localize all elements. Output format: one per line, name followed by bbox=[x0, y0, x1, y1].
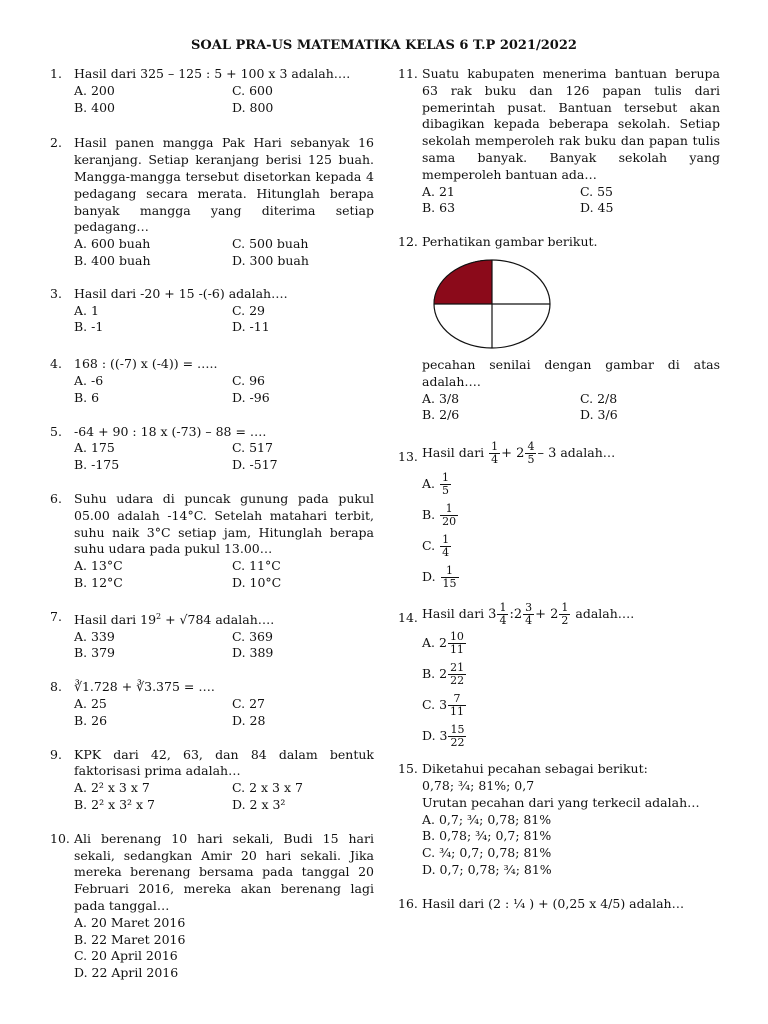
question-text: Suhu udara di puncak gunung pada pukul 05.00 adalah -14°C. Setelah matahari terbit, suhu naik 3°C setiap jam, Hitunglah berapa suhu udara pada pukul 13.00… bbox=[74, 490, 374, 557]
question-text: Perhatikan gambar berikut. bbox=[422, 234, 598, 250]
option-a[interactable]: A. 20 Maret 2016 bbox=[74, 914, 186, 930]
question-7 bbox=[50, 609, 374, 663]
question-number: 2. bbox=[50, 135, 62, 151]
option-c[interactable]: C. 600 bbox=[232, 82, 273, 98]
option-c[interactable]: C. 500 buah bbox=[232, 236, 309, 252]
question-text: ∛1.728 + ∛3.375 = …. bbox=[74, 679, 215, 695]
question-text: Hasil dari (2 : ¼ ) + (0,25 x 4/5) adalah… bbox=[422, 895, 685, 911]
question-number: 14. bbox=[398, 610, 418, 626]
question-4 bbox=[50, 356, 374, 406]
question-text-2: pecahan senilai dengan gambar di atas adalah…. bbox=[422, 356, 720, 389]
question-text: Diketahui pecahan sebagai berikut: bbox=[422, 761, 648, 777]
option-b[interactable]: B. 379 bbox=[74, 645, 115, 661]
option-c[interactable]: C. 3 $\frac{7}{11}$ bbox=[422, 692, 465, 719]
option-d[interactable]: D. 800 bbox=[232, 99, 274, 115]
question-text: KPK dari 42, 63, dan 84 dalam bentuk faktorisasi prima adalah… bbox=[74, 746, 374, 779]
question-16 bbox=[398, 896, 720, 913]
option-a[interactable]: A. 339 bbox=[74, 628, 115, 644]
option-c[interactable]: C. 517 bbox=[232, 440, 273, 456]
question-number: 16. bbox=[398, 895, 418, 911]
option-d[interactable]: D. 2 x 3² bbox=[232, 797, 286, 813]
question-text-2: Urutan pecahan dari yang terkecil adalah… bbox=[422, 794, 700, 810]
option-b[interactable]: B. 6 bbox=[74, 389, 100, 405]
question-number: 12. bbox=[398, 234, 418, 250]
option-a[interactable]: A. 3/8 bbox=[422, 390, 460, 406]
option-c[interactable]: C. 29 bbox=[232, 302, 265, 318]
option-d[interactable]: D. $\frac{1}{15}$ bbox=[422, 564, 457, 591]
option-a[interactable]: A. -6 bbox=[74, 372, 104, 388]
question-1 bbox=[50, 66, 374, 116]
option-c[interactable]: C. 55 bbox=[580, 183, 613, 199]
question-13 bbox=[398, 441, 720, 590]
option-b[interactable]: B. 0,78; ¾; 0,7; 81% bbox=[422, 828, 552, 844]
option-b[interactable]: B. $\frac{1}{20}$ bbox=[422, 502, 457, 529]
question-8 bbox=[50, 679, 374, 729]
option-d[interactable]: D. -11 bbox=[232, 319, 270, 335]
question-text: Hasil dari 325 – 125 : 5 + 100 x 3 adalah…. bbox=[74, 66, 351, 81]
question-number: 15. bbox=[398, 761, 418, 777]
question-11 bbox=[398, 66, 720, 217]
option-a[interactable]: A. 175 bbox=[74, 440, 115, 456]
option-c[interactable]: C. 369 bbox=[232, 628, 273, 644]
question-2 bbox=[50, 135, 374, 269]
question-text: 168 : ((-7) x (-4)) = ….. bbox=[74, 356, 218, 372]
option-d[interactable]: D. -517 bbox=[232, 457, 278, 473]
option-d[interactable]: D. 45 bbox=[580, 200, 614, 216]
option-c[interactable]: C. 2 x 3 x 7 bbox=[232, 780, 303, 796]
option-d[interactable]: D. 28 bbox=[232, 712, 266, 728]
page-title: SOAL PRA-US MATEMATIKA KELAS 6 T.P 2021/2022 bbox=[191, 38, 577, 53]
option-a[interactable]: A. 0,7; ¾; 0,78; 81% bbox=[422, 811, 552, 827]
option-b[interactable]: B. 22 Maret 2016 bbox=[74, 931, 186, 947]
question-text: Ali berenang 10 hari sekali, Budi 15 hari sekali, sedangkan Amir 20 hari sekali. Jika mereka berenang bersama pada tanggal 20 Februari 2016, mereka akan berenang lagi pada tanggal… bbox=[74, 830, 374, 914]
question-number: 9. bbox=[50, 746, 62, 762]
option-c[interactable]: C. 27 bbox=[232, 696, 265, 712]
option-a[interactable]: A. 600 buah bbox=[74, 236, 151, 252]
fraction-list: 0,78; ¾; 81%; 0,7 bbox=[422, 777, 535, 793]
option-c[interactable]: C. ¾; 0,7; 0,78; 81% bbox=[422, 845, 552, 861]
option-d[interactable]: D. 300 buah bbox=[232, 252, 309, 268]
question-15 bbox=[398, 761, 720, 879]
question-text: Hasil panen mangga Pak Hari sebanyak 16 keranjang. Setiap keranjang berisi 125 buah. Mangga-mangga tersebut disetorkan kepada 4 pedagang secara merata. Hitunglah berapa banyak mangga yang diterima setiap pedagang… bbox=[74, 135, 374, 235]
option-d[interactable]: D. 3 $\frac{15}{22}$ bbox=[422, 723, 465, 750]
question-text: Suatu kabupaten menerima bantuan berupa 63 rak buku dan 126 papan tulis dari pemerintah pusat. Bantuan tersebut akan dibagikan kepada beberapa sekolah. Setiap sekolah memperoleh rak buku dan papan tulis sama banyak. Banyak sekolah yang memperoleh bantuan ada… bbox=[422, 66, 720, 182]
option-a[interactable]: A. 1 bbox=[74, 302, 99, 318]
option-a[interactable]: A. 200 bbox=[74, 82, 115, 98]
question-text: Hasil dari 3 $\frac{1}{4}$ :2 $\frac{3}{4}$ + 2 $\frac{1}{2}$ adalah…. bbox=[422, 601, 635, 628]
option-d[interactable]: D. 389 bbox=[232, 645, 274, 661]
option-c[interactable]: C. 11°C bbox=[232, 558, 281, 574]
question-number: 1. bbox=[50, 66, 62, 81]
question-number: 13. bbox=[398, 449, 418, 465]
question-text: Hasil dari $\frac{1}{4}$ + 2 $\frac{4}{5}$ – 3 adalah… bbox=[422, 440, 616, 467]
question-3 bbox=[50, 286, 374, 336]
option-c[interactable]: C. 2/8 bbox=[580, 390, 618, 406]
option-d[interactable]: D. 10°C bbox=[232, 574, 282, 590]
question-5 bbox=[50, 424, 374, 474]
question-text: -64 + 90 : 18 x (-73) – 88 = …. bbox=[74, 423, 267, 439]
option-a[interactable]: A. 2² x 3 x 7 bbox=[74, 780, 150, 796]
option-a[interactable]: A. 25 bbox=[74, 696, 107, 712]
fraction-circle-figure bbox=[430, 257, 554, 351]
option-b[interactable]: B. 400 bbox=[74, 99, 115, 115]
right-column bbox=[398, 66, 720, 913]
option-d[interactable]: D. 3/6 bbox=[580, 407, 618, 423]
question-number: 6. bbox=[50, 490, 62, 506]
option-b[interactable]: B. -175 bbox=[74, 457, 120, 473]
option-b[interactable]: B. 26 bbox=[74, 712, 108, 728]
question-number: 3. bbox=[50, 285, 62, 301]
question-12 bbox=[398, 234, 720, 424]
option-c[interactable]: C. 20 April 2016 bbox=[74, 948, 178, 964]
left-column bbox=[50, 66, 374, 982]
option-a[interactable]: A. 13°C bbox=[74, 558, 123, 574]
option-b[interactable]: B. 400 buah bbox=[74, 252, 151, 268]
option-b[interactable]: B. 2/6 bbox=[422, 407, 460, 423]
option-d[interactable]: D. -96 bbox=[232, 389, 270, 405]
question-6 bbox=[50, 491, 374, 592]
option-b[interactable]: B. 63 bbox=[422, 200, 456, 216]
question-text: Hasil dari -20 + 15 -(-6) adalah…. bbox=[74, 285, 288, 301]
option-d[interactable]: D. 0,7; 0,78; ¾; 81% bbox=[422, 861, 552, 877]
option-d[interactable]: D. 22 April 2016 bbox=[74, 965, 179, 981]
question-14 bbox=[398, 602, 720, 749]
option-a[interactable]: A. 21 bbox=[422, 183, 455, 199]
question-text: Hasil dari $19^2 + √784$ adalah…. bbox=[74, 611, 275, 627]
option-c[interactable]: C. 96 bbox=[232, 372, 265, 388]
option-b[interactable]: B. 2 $\frac{21}{22}$ bbox=[422, 661, 465, 688]
question-number: 10. bbox=[50, 830, 70, 846]
shaded-quarter bbox=[434, 260, 492, 304]
question-10 bbox=[50, 831, 374, 982]
option-a[interactable]: A. $\frac{1}{5}$ bbox=[422, 471, 449, 498]
option-b[interactable]: B. 12°C bbox=[74, 574, 123, 590]
option-b[interactable]: B. 2² x 3² x 7 bbox=[74, 797, 156, 813]
option-a[interactable]: A. 2 $\frac{10}{11}$ bbox=[422, 630, 464, 657]
question-number: 8. bbox=[50, 679, 62, 695]
question-number: 11. bbox=[398, 66, 418, 81]
option-c[interactable]: C. $\frac{1}{4}$ bbox=[422, 533, 450, 560]
question-number: 4. bbox=[50, 356, 62, 372]
question-9 bbox=[50, 747, 374, 814]
question-number: 7. bbox=[50, 608, 62, 624]
option-b[interactable]: B. -1 bbox=[74, 319, 104, 335]
question-number: 5. bbox=[50, 423, 62, 439]
